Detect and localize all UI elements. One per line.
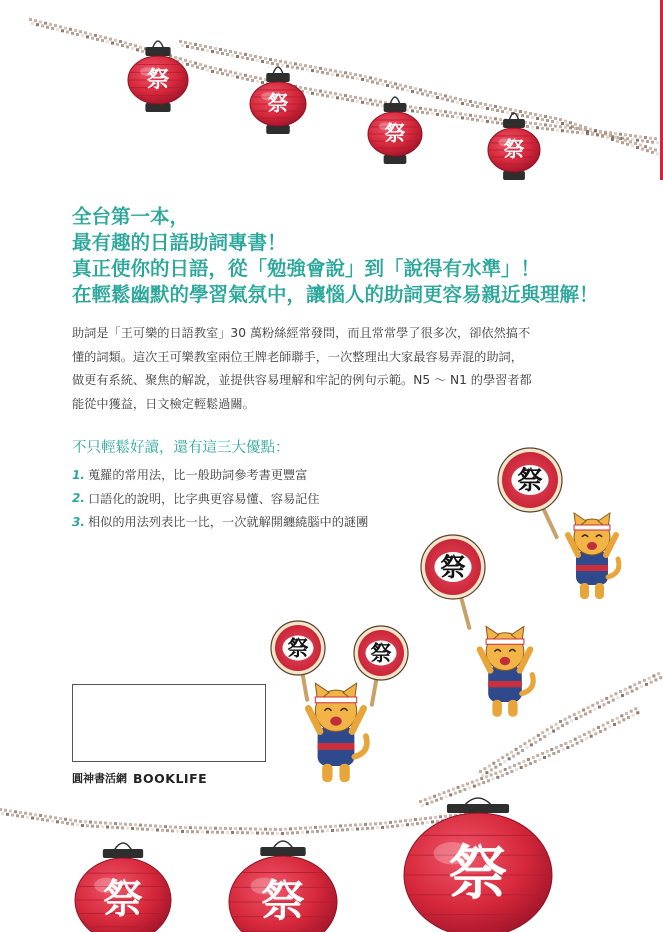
lantern-bottom-2 (229, 841, 337, 932)
bottom-string-1 (0, 808, 469, 835)
bottom-string-2 (419, 707, 639, 807)
lantern-glyph: 祭 (267, 91, 289, 116)
advantage-text: 相似的用法列表比一比，一次就解開纏繞腦中的謎團 (88, 515, 369, 530)
advantages-list (72, 463, 368, 534)
cat-dancer-2 (480, 626, 533, 716)
advantage-number: 1. (70, 467, 87, 482)
advantage-item (72, 487, 368, 511)
description-paragraph (72, 322, 612, 416)
headline-line: 全台第一本， (72, 205, 190, 228)
publisher-logo (72, 770, 207, 786)
advantage-text: 蒐羅的常用法，比一般助詞參考書更豐富 (88, 468, 308, 483)
barcode-placeholder-box (72, 684, 266, 762)
publisher-name: 圓神書活網 (72, 772, 127, 785)
lantern-glyph: 祭 (448, 838, 508, 908)
lantern-top-1 (128, 41, 188, 112)
headline-line: 在輕鬆幽默的學習氣氛中，讓惱人的助詞更容易親近與理解！ (72, 283, 599, 306)
headline (72, 204, 632, 308)
fan-cat-2 (421, 535, 485, 628)
lantern-glyph: 祭 (261, 875, 305, 927)
description-line: 懂的詞類。這次王可樂教室兩位王牌老師聯手，一次整理出大家最容易弄混的助詞， (72, 349, 523, 364)
lantern-top-2 (250, 67, 306, 134)
fan-glyph: 祭 (517, 466, 543, 496)
description-line: 做更有系統、聚焦的解說，並提供容易理解和牢記的例句示範。N5 ～ N1 的學習者都 (72, 373, 532, 387)
cat-dancer-1 (568, 513, 619, 599)
fan-cat-1 (498, 448, 562, 537)
lantern-top-4 (488, 113, 540, 180)
lantern-top-3 (368, 97, 422, 164)
lantern-glyph: 祭 (146, 67, 170, 94)
lantern-bottom-1 (75, 843, 171, 932)
lantern-glyph: 祭 (384, 121, 406, 146)
advantage-text: 口語化的說明，比字典更容易懂、容易記住 (88, 491, 320, 506)
advantage-number: 3. (70, 514, 87, 529)
lantern-glyph: 祭 (103, 876, 143, 923)
advantage-item (72, 510, 368, 534)
advantage-item (72, 463, 368, 487)
fan-cat-3-right (354, 626, 408, 705)
top-string-upper (29, 18, 659, 144)
cat-dancer-3 (308, 683, 367, 782)
headline-line: 最有趣的日語助詞專書！ (72, 231, 287, 254)
fan-glyph: 祭 (287, 636, 309, 662)
advantages-title: 不只輕鬆好讀，還有這三大優點： (72, 440, 290, 456)
publisher-brand: BOOKLIFE (133, 770, 208, 786)
advantage-number: 2. (70, 491, 87, 506)
description-line: 助詞是「王可樂的日語教室」30 萬粉絲經常發問，而且常常學了很多次，卻依然搞不 (72, 326, 531, 340)
headline-line: 真正使你的日語，從「勉強會說」到「說得有水準」！ (72, 257, 541, 280)
fan-glyph: 祭 (370, 641, 392, 667)
fan-glyph: 祭 (440, 553, 466, 583)
lantern-glyph: 祭 (503, 137, 525, 162)
description-line: 能從中獲益，日文檢定輕鬆過關。 (72, 396, 255, 411)
